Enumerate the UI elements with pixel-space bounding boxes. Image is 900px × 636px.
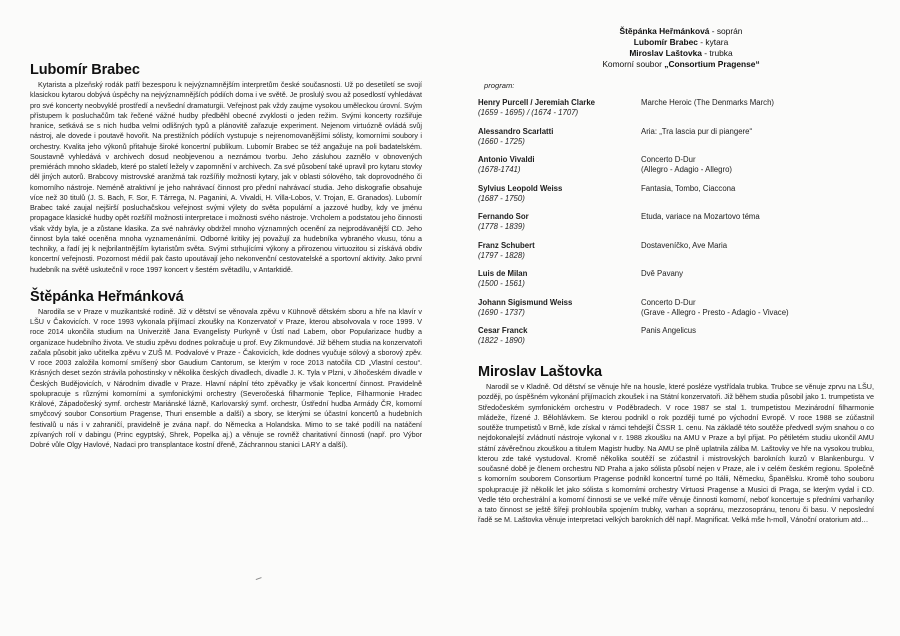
program-item (478, 127, 874, 147)
work-title: Aria: „Tra lascia pur di piangere“ (641, 126, 753, 136)
composer-dates: (1797 - 1828) (478, 250, 525, 260)
work-title: Marche Heroic (The Denmarks March) (641, 98, 775, 107)
composer-dates: (1659 - 1695) / (1674 - 1707) (478, 108, 579, 117)
program-label: program: (484, 81, 515, 90)
performer-line: Štěpánka Heřmánková - soprán (619, 26, 743, 36)
work-title: Panis Angelicus (641, 326, 697, 335)
composer-name: Antonio Vivaldi (478, 155, 535, 164)
section-text: Kytarista a plzeňský rodák patří bezesporu k nejvýznamnějším interpretům české současnosti. Už po desetiletí se svojí klasickou kytarou dobývá úspěchy na nejvýznamnějších pódiích doma i ve světě. Je proslulý svou až posedlostí vyhledávat pro své koncerty neobvyklé prostředí a nevšední dramaturgii. Veřejnost pak vždy zaujme vysokou uměleckou úrovní. Svým přístupem k posluchačům tak řečené vážné hudby předběhl obecné zvyklosti o jeden režim. Svými koncerty rozšiřuje hranice, setkává se s nich hudba velmi odlišných typů a plánovitě zařazuje experiment. Nejenom virtuózně ovládá svůj nástroj, ale dovede i poutavě hovořit. Na prestižních pódiích vystupuje s nejrenomovanějšími sólisty, komorními soubory i orchestry. Kvalita jeho výkonů přitahuje široké koncertní publikum. Lubomír Brabec se též angažuje na poli badatelském. Soustavně vyhledává v archivech dosud neobjevenou a neznámou tvorbu. Jeho zásluhou zaznělo v obnovených premiérách mnoho skladeb, které po staletí ležely v zapomnění v archivech. Za své působení také upravil pro kytaru stovky děl jiných autorů. Brabcovy mistrovské aranžmá tak rozšířily možnosti kytary, jak v oblasti sólového, tak doprovodného či komorního nástroje. Neméně atraktivní je jeho nahrávací činnost pro přední nahrávací studia. Jeho diskografie obsahuje více než 30 titulů (J. S. Bach, F. Sor, F. Tárrega, N. Paganini, A. Vivaldi, H. Villa-Lobos, V. Trojan, E. Granados). Lubomír Brabec také zaujal nejširší posluchačskou veřejnost svými výlety do světa populární a jazzové hudby, kdy ve jménu propagace klasické hudby opět rozšířil možnosti interpretace i možnosti svého nástroje. Vrcholem a podstatou jeho činnosti však vždy byla, je a zůstane klasika. Za své nahrávky obdržel mnoho významných ocenění za nejprodávanější CD. Jeho činnost byla také oceněna mnoha vyznamenáními. Odborné kritiky jej považují za hudebníka vybraného vkusu, tónu a techniky, a řadí jej k nejbrilantnějším kytaristům světa. Svými strhujícími výkony a přirozenou virtuozitou si získává obdiv koncertní veřejnosti. Pozornost médií pak často upoutávají jeho nekonvenční cestovatelské a sportovní aktivity. Jako první hudebník na světě uskutečnil v roce 1997 koncert v šestém světadílu, v Antarktidě. (30, 80, 422, 274)
program-item (478, 326, 874, 346)
performer-line: Miroslav Laštovka - trubka (629, 48, 733, 58)
section-lastovka (478, 364, 874, 526)
work-title: Fantasia, Tombo, Ciaccona (641, 183, 736, 193)
program-item (478, 241, 874, 261)
performers-header (488, 26, 874, 70)
ensemble-line: Komorní soubor „Consortium Pragense“ (602, 59, 760, 69)
left-column (30, 62, 422, 450)
program-item (478, 155, 874, 175)
work-title: Dvě Pavany (641, 269, 684, 278)
composer-name: Johann Sigismund Weiss (478, 297, 573, 307)
program-item (478, 269, 874, 289)
work-title: Concerto D-Dur (Allegro - Adagio - Allegro) (641, 155, 733, 174)
composer-dates: (1687 - 1750) (478, 193, 525, 203)
program-item (478, 298, 874, 318)
composer-dates: (1500 - 1561) (478, 279, 525, 288)
composer-dates: (1660 - 1725) (478, 136, 525, 146)
page-fold-mark (256, 577, 263, 582)
program-item (478, 212, 874, 232)
program-list (478, 98, 874, 346)
right-column (478, 26, 874, 526)
program-item (478, 184, 874, 204)
section-brabec (30, 62, 422, 275)
section-title: Lubomír Brabec (30, 62, 140, 78)
work-title: Concerto D-Dur (Grave - Allegro - Presto - Adagio - Vivace) (641, 297, 789, 317)
composer-dates: (1690 - 1737) (478, 307, 525, 317)
section-hermankova (30, 289, 422, 451)
work-title: Etuda, variace na Mozartovo téma (641, 212, 760, 221)
section-title: Štěpánka Heřmánková (30, 288, 184, 305)
composer-name: Sylvius Leopold Weiss (478, 183, 563, 193)
composer-name: Henry Purcell / Jeremiah Clarke (478, 98, 596, 107)
composer-name: Luis de Milan (478, 269, 528, 278)
composer-name: Franz Schubert (478, 240, 535, 250)
work-title: Dostaveníčko, Ave Maria (641, 240, 728, 250)
composer-dates: (1678-1741) (478, 165, 521, 174)
section-title: Miroslav Laštovka (478, 364, 603, 380)
section-text: Narodil se v Kladně. Od dětství se věnuje hře na housle, které posléze vystřídala trubka. Trubce se věnuje zprvu na LŠU, později, po úspěšném vykonání přijímacích zkoušek i na Státní konzervatoři. Již během studia působil jako 1. trumpetista ve Středočeském symfonickém orchestru v Poděbradech. V roce 1987 se stal 1. trumpetistou Mezinárodní filharmonie mládeže, řízené J. Bělohlávkem. Se kterou podnikl o rok později turné po východní Evropě. V roce 1988 se zúčastnil soutěže trumpetistů v Brně, kde získal v rámci tehdejší ČSSR 1. cenu. Na základě této soutěže předvedl svým snahou o co nejdokonalejší zvládnutí nástroje vykonal v r. 1988 zkoušku na AMU v Praze a byl přijat. Po pětiletém studiu ukončil AMU státní závěrečnou zkouškou a titulem Magistr hudby. Na AMU se plně uplatnila záliba M. Laštovky ve hře na vysokou trubku, kterou zde také vystudoval. Kromě několika soutěží se zúčastnil i mistrovských barokních kurzů v Blankenburgu. V současné době je členem orchestru ND Praha a jako sólista působí nejen v Praze, ale i v celém českém regionu. Společně s komorním souborem Consortium Pragense podnikl koncertní turné po Itálii, Německu, Španělsku. Kromě toho souboru spolupracuje již několik let jako sólista s komorními orchestry Virtuosi Pragense a Musici di Praga, se kterým vydal i CD. Vedle této orchestrální a komorní činnosti se ve velké míře věnuje činnosti komorní, neboť koncertuje s předními varhaníky a tato činnost se ještě šířeji prohloubila spojením trubky, varhan a sopránu, mezzosopránu, tenoru či basu. V neposlední řadě se M. Laštovka věnuje interpretaci velkých barokních děl např. Magnificat. Velká mše h-moll, Vánoční oratorium atd… (478, 382, 874, 525)
section-text: Narodila se v Praze v muzikantské rodině. Již v dětství se věnovala zpěvu v Kühnově dětském sboru a hře na klavír v LŠU v Čakovicích. V roce 1993 vykonala přijímací zkoušky na Konzervatoř v Praze, kterou absolvovala v roce 1999. V roce 2014 ukončila studium na Univerzitě Jana Evangelisty Purkyně v Ústí nad Labem, obor Popularizace hudby a organizace hudebního života. Ve studiu zpěvu dodnes pokračuje u prof. Evy Zikmundové. Již během studia na konzervatoři začala působit jako učitelka zpěvu v ZUŠ M. Podvalové v Praze - Čakovicích, kde dodnes vyučuje sólový a sborový zpěv. V roce 2003 založila komorní smíšený sbor Gaudium Cantorum, se kterým v roce 2013 natočila CD „Vlastní cestou“. Krásných deset sezón strávila pohostinsky v několika českých divadlech, divadle J. K. Tyla v Plzni, v Jihočeském divadle v Českých Budějovicích, v Národním divadle v Praze. Hlavní náplní této zpěvačky je však koncertní činnost. Pravidelně spolupracuje s různými komorními a symfonickými orchestry (Severočeská filharmonie Teplice, Filharmonie Hradec Králové, Západočeský symf. orchestr Mariánské lázně, Karlovarský symf. orchestr, Ústřední hudba Armády ČR, komorní smyčcový soubor Consortium Pragense, Thuri ensemble a další) a sbory, se kterými se účastní koncertů a hudebních festivalů u nás i v zahraničí, pravidelně je zvána např. do Německa a Holandska. Mimo to se také podílí na natáčení zpívaných rolí v dabingu (Princ egyptský, Shrek, Popelka aj.) a věnuje se rovněž charitativní činnosti (např. pro Výbor Dobré vůle Olgy Havlové, Nadaci pro transplantace kostní dřeně, Záchrannou stanici LARY a další). (30, 306, 422, 449)
performer-line: Lubomír Brabec - kytara (633, 37, 729, 47)
program-item (478, 98, 874, 118)
composer-name: Alessandro Scarlatti (478, 126, 554, 136)
composer-dates: (1822 - 1890) (478, 336, 525, 345)
composer-dates: (1778 - 1839) (478, 222, 525, 231)
composer-name: Fernando Sor (478, 212, 529, 221)
composer-name: Cesar Franck (478, 326, 528, 335)
